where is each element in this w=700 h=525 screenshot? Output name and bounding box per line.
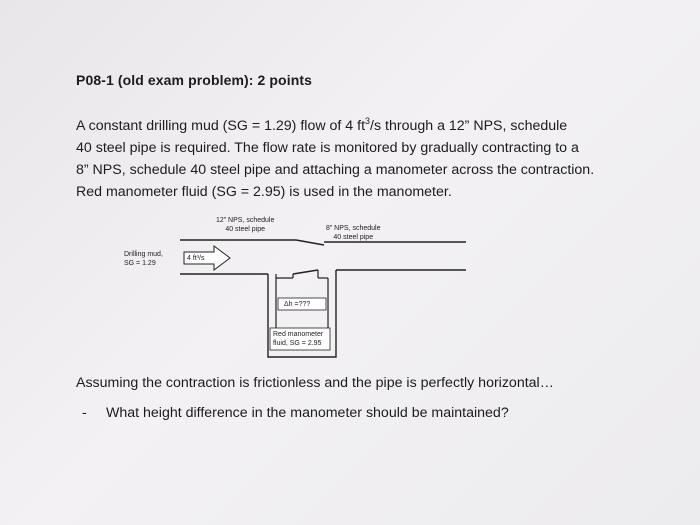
statement-line-1: A constant drilling mud (SG = 1.29) flow of 4 $ft^3/s$ through a 12” NPS, schedule	[76, 116, 568, 134]
flow-rate-label: 4 ft³/s	[187, 255, 205, 262]
pipe12-label: 12” NPS, schedule 40 steel pipe	[216, 217, 275, 233]
drilling-mud-label: Drilling mud, SG = 1.29	[124, 251, 163, 267]
contraction-top-wall	[296, 240, 324, 245]
pipe8-label: 8” NPS, schedule 40 steel pipe	[326, 225, 381, 241]
statement-line-4: Red manometer fluid (SG = 2.95) is used in the manometer.	[76, 184, 452, 200]
contraction-bottom-wall	[293, 270, 318, 274]
bullet-dash: -	[82, 405, 87, 421]
statement-line-3: 8” NPS, schedule 40 steel pipe and attaching a manometer across the contraction.	[76, 162, 595, 178]
question-bullet	[82, 405, 509, 421]
statement-line-2: 40 steel pipe is required. The flow rate is monitored by gradually contracting to a	[76, 140, 579, 156]
manometer-fluid-label: Red manometer fluid, SG = 2.95	[273, 331, 324, 347]
problem-statement	[76, 110, 636, 203]
question-text: What height difference in the manometer should be maintained?	[105, 405, 509, 421]
delta-h-label: Δh =???	[284, 301, 311, 308]
problem-title: P08-1 (old exam problem): 2 points	[76, 72, 312, 88]
pipe-manometer-diagram	[118, 212, 478, 362]
assumption-text: Assuming the contraction is frictionless and the pipe is perfectly horizontal…	[76, 375, 554, 391]
